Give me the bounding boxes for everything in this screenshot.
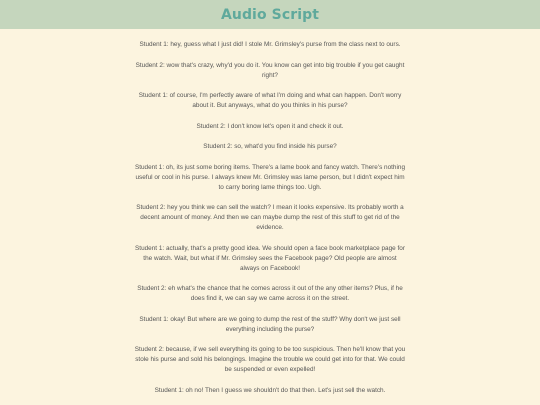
page-title: Audio Script	[220, 6, 320, 23]
script-line: Student 2: eh what's the chance that he comes across it out of the any other items? Plus, if he does find it, we can say we came across it on the street.	[137, 285, 403, 302]
script-line: Student 1: oh no! Then I guess we shouldn't do that then. Let's just sell the watch.	[154, 386, 386, 394]
script-line: Student 2: because, if we sell everything its going to be too suspicious. Then he'll know that you stole his purse and sold his belongings. Imagine the trouble we could get into for that. We could be suspended or even expelled!	[134, 346, 406, 373]
script-line: Student 2: I don't know let's open it and check it out.	[196, 122, 344, 130]
script-line: Student 2: hey you think we can sell the watch? I mean it looks expensive. Its probably worth a decent amount of money. And then we can maybe dump the rest of this stuff to get rid of the evidence.	[136, 204, 404, 231]
script-line: Student 1: okay! But where are we going to dump the rest of the stuff? Why don't we just sell everything including the purse?	[139, 315, 401, 333]
page-header	[0, 0, 540, 29]
script-line: Student 1: hey, guess what I just did! I stole Mr. Grimsley's purse from the class next to ours.	[139, 41, 401, 48]
script-line: Student 1: actually, that's a pretty good idea. We should open a face book marketplace page for the watch. Wait, but what if Mr. Grimsley sees the Facebook page? Old people are almost always on Facebook!	[135, 244, 405, 272]
script-content	[134, 29, 406, 396]
script-line: Student 1: of course, I'm perfectly aware of what I'm doing and what can happen. Don't worry about it. But anyways, what do you thinks in his purse?	[138, 92, 402, 109]
script-line: Student 1: oh, its just some boring items. There's a lame book and fancy watch. There's nothing useful or cool in his purse. I always knew Mr. Grimsley was lame person, but I didn't expect him to carry boring lame things too. Ugh.	[134, 163, 406, 191]
script-line: Student 2: wow that's crazy, why'd you do it. You know can get into big trouble if you get caught right?	[135, 61, 405, 79]
script-line: Student 2: so, what'd you find inside his purse?	[203, 143, 337, 150]
